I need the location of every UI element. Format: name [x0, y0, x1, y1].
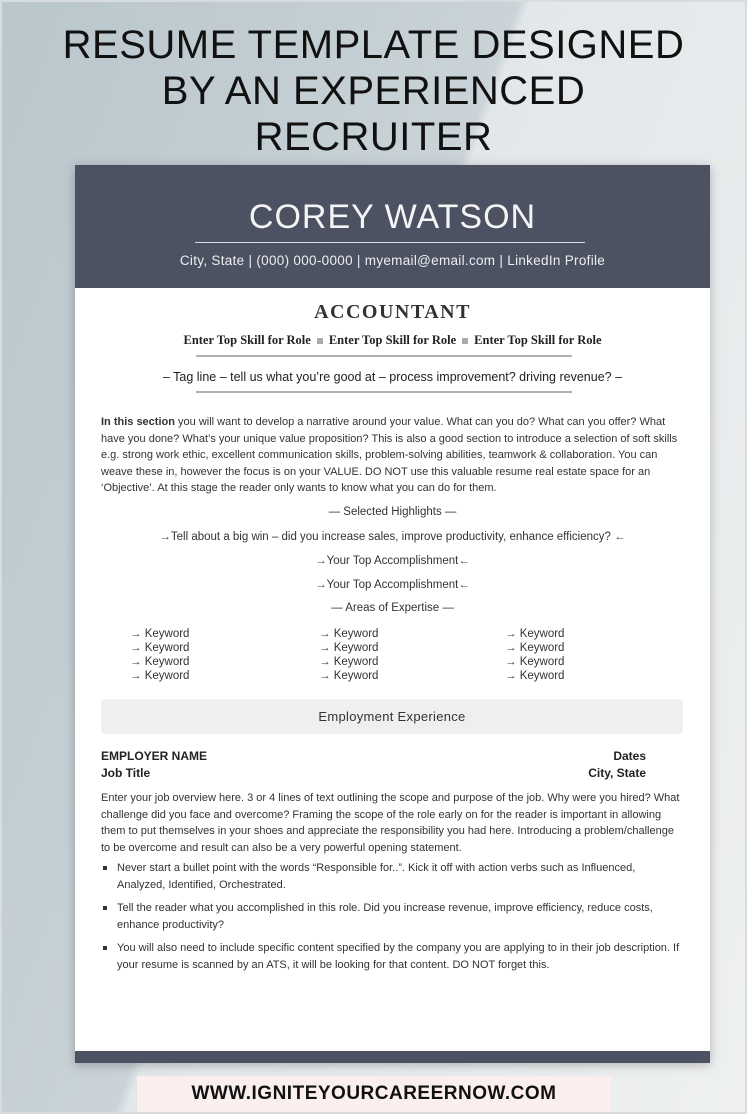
keyword-column-2	[319, 627, 378, 683]
separator-square-icon	[462, 338, 468, 344]
role-title: ACCOUNTANT	[314, 301, 471, 323]
divider-rule	[196, 355, 572, 357]
summary-paragraph	[101, 414, 686, 497]
accomplishment-text: Your Top Accomplishment	[326, 579, 459, 591]
employment-section-header: Employment Experience	[101, 699, 683, 734]
employer-name: EMPLOYER NAME	[101, 749, 208, 763]
expertise-title: — Areas of Expertise —	[331, 602, 454, 614]
arrow-right-icon: →	[315, 555, 327, 567]
keyword-item: → Keyword	[319, 628, 379, 640]
job-bullet: You will also need to include specific content specified by the company you are applying to in their job description. If your resume is scanned by an ATS, it will be looking for that content. DO NOT forget this.	[101, 940, 686, 973]
headline-line-2: BY AN EXPERIENCED	[161, 69, 586, 113]
keyword-item: → Keyword	[319, 670, 379, 682]
arrow-left-icon: ←	[614, 531, 626, 543]
keyword-item: → Keyword	[319, 656, 379, 668]
website-url[interactable]: WWW.IGNITEYOURCAREERNOW.COM	[137, 1076, 611, 1112]
employment-dates: Dates	[613, 749, 646, 763]
arrow-right-icon: →	[315, 579, 327, 591]
name-divider	[195, 242, 585, 243]
summary-lead: In this section	[101, 416, 175, 428]
arrow-left-icon: ←	[458, 579, 470, 591]
arrow-right-icon: →	[159, 531, 171, 543]
keyword-item: → Keyword	[505, 642, 565, 654]
top-skills	[75, 333, 710, 348]
keyword-item: → Keyword	[130, 656, 190, 668]
summary-text: you will want to develop a narrative around your value. What can you do? What can you offer? What have you done? What’s your unique value proposition? This is also a good section to introduce a selection of soft skills e.g. strong work ethic, excellent communication skills, problem-solving abilities, teamwork & collaboration. You can weave these in, however the focus is on your VALUE. DO NOT use this valuable resume real estate space for an ‘Objective’. At this stage the reader only wants to know what you can do for them.	[101, 416, 678, 494]
contact-line: City, State | (000) 000-0000 | myemail@email.com | LinkedIn Profile	[179, 253, 606, 268]
keyword-item: → Keyword	[505, 628, 565, 640]
keyword-item: → Keyword	[319, 642, 379, 654]
divider-rule	[196, 391, 572, 393]
keyword-item: → Keyword	[130, 642, 190, 654]
job-bullet: Never start a bullet point with the words “Responsible for..”. Kick it off with action verbs such as Influenced, Analyzed, Identified, Orchestrated.	[101, 860, 686, 893]
accomplishment-1	[75, 555, 710, 567]
highlight-big-win	[75, 531, 710, 543]
candidate-name: COREY WATSON	[248, 198, 537, 236]
resume-header	[75, 165, 710, 288]
accomplishment-text: Your Top Accomplishment	[326, 555, 459, 567]
arrow-left-icon: ←	[458, 555, 470, 567]
headline	[0, 22, 747, 160]
keyword-item: → Keyword	[130, 670, 190, 682]
resume-footer-bar	[75, 1051, 710, 1063]
headline-line-3: RECRUITER	[254, 115, 493, 159]
accomplishment-2	[75, 579, 710, 591]
resume-page	[75, 165, 710, 1063]
skill-1: Enter Top Skill for Role	[183, 333, 311, 347]
job-location: City, State	[588, 766, 646, 780]
highlight-text: Tell about a big win – did you increase sales, improve productivity, enhance efficiency?	[170, 531, 611, 543]
skill-2: Enter Top Skill for Role	[328, 333, 457, 347]
job-bullets	[101, 860, 686, 980]
tagline: – Tag line – tell us what you’re good at – process improvement? driving revenue? –	[162, 370, 623, 384]
keyword-item: → Keyword	[505, 656, 565, 668]
highlights-title: — Selected Highlights —	[328, 506, 457, 518]
job-title-row	[101, 766, 646, 780]
employer-row	[101, 749, 646, 763]
keyword-column-1	[130, 627, 189, 683]
keyword-item: → Keyword	[130, 628, 190, 640]
headline-line-1: RESUME TEMPLATE DESIGNED	[62, 23, 685, 67]
keyword-column-3	[505, 627, 564, 683]
separator-square-icon	[317, 338, 323, 344]
keyword-item: → Keyword	[505, 670, 565, 682]
job-title: Job Title	[101, 766, 151, 780]
job-bullet: Tell the reader what you accomplished in this role. Did you increase revenue, improve efficiency, reduce costs, enhance productivity?	[101, 900, 686, 933]
job-overview: Enter your job overview here. 3 or 4 lines of text outlining the scope and purpose of the job. Why were you hired? What challenge did you face and overcome? Framing the scope of the role early on for the reader is important in allowing them to put themselves in your shoes and appreciate the responsibility you had here. Introducing a problem/challenge to be overcome and result can also be a very powerful opening statement.	[101, 792, 680, 854]
skill-3: Enter Top Skill for Role	[474, 333, 602, 347]
